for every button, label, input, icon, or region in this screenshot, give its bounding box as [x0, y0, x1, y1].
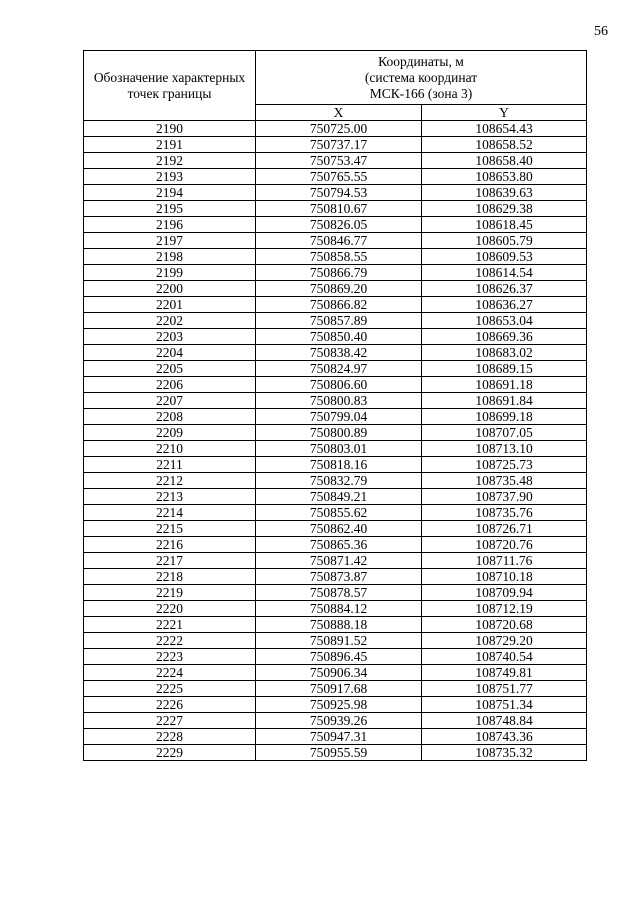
table-row: [84, 153, 587, 169]
y-coordinate-cell: 108748.84: [422, 713, 587, 729]
table-row: [84, 217, 587, 233]
y-coordinate-cell: 108658.52: [422, 137, 587, 153]
table-row: [84, 681, 587, 697]
y-coordinate-cell: 108749.81: [422, 665, 587, 681]
point-id-cell: 2197: [84, 233, 256, 249]
point-id-cell: 2224: [84, 665, 256, 681]
x-coordinate-cell: 750906.34: [256, 665, 422, 681]
point-id-cell: 2213: [84, 489, 256, 505]
x-coordinate-cell: 750947.31: [256, 729, 422, 745]
table-row: [84, 201, 587, 217]
x-coordinate-cell: 750803.01: [256, 441, 422, 457]
table-row: [84, 585, 587, 601]
x-coordinate-cell: 750800.83: [256, 393, 422, 409]
x-coordinate-cell: 750765.55: [256, 169, 422, 185]
table-row: [84, 121, 587, 137]
table-row: [84, 729, 587, 745]
point-id-cell: 2202: [84, 313, 256, 329]
y-coordinate-cell: 108669.36: [422, 329, 587, 345]
table-row: [84, 329, 587, 345]
y-coordinate-cell: 108605.79: [422, 233, 587, 249]
point-id-cell: 2220: [84, 601, 256, 617]
y-coordinate-cell: 108689.15: [422, 361, 587, 377]
x-coordinate-cell: 750824.97: [256, 361, 422, 377]
x-coordinate-cell: 750884.12: [256, 601, 422, 617]
y-coordinate-cell: 108691.84: [422, 393, 587, 409]
table-row: [84, 313, 587, 329]
table-row: [84, 233, 587, 249]
header-x: X: [256, 105, 422, 121]
x-coordinate-cell: 750806.60: [256, 377, 422, 393]
y-coordinate-cell: 108691.18: [422, 377, 587, 393]
y-coordinate-cell: 108653.80: [422, 169, 587, 185]
x-coordinate-cell: 750925.98: [256, 697, 422, 713]
y-coordinate-cell: 108618.45: [422, 217, 587, 233]
y-coordinate-cell: 108712.19: [422, 601, 587, 617]
y-coordinate-cell: 108636.27: [422, 297, 587, 313]
header-coordinates-line3: МСК-166 (зона 3): [369, 85, 473, 101]
x-coordinate-cell: 750873.87: [256, 569, 422, 585]
table-row: [84, 697, 587, 713]
y-coordinate-cell: 108707.05: [422, 425, 587, 441]
y-coordinate-cell: 108653.04: [422, 313, 587, 329]
x-coordinate-cell: 750810.67: [256, 201, 422, 217]
y-coordinate-cell: 108751.34: [422, 697, 587, 713]
table-row: [84, 377, 587, 393]
table-row: [84, 665, 587, 681]
point-id-cell: 2226: [84, 697, 256, 713]
header-coordinates-group: [256, 51, 587, 105]
table-row: [84, 521, 587, 537]
x-coordinate-cell: 750753.47: [256, 153, 422, 169]
point-id-cell: 2205: [84, 361, 256, 377]
point-id-cell: 2217: [84, 553, 256, 569]
y-coordinate-cell: 108720.76: [422, 537, 587, 553]
y-coordinate-cell: 108609.53: [422, 249, 587, 265]
y-coordinate-cell: 108626.37: [422, 281, 587, 297]
table-row: [84, 249, 587, 265]
table-row: [84, 345, 587, 361]
table-row: [84, 713, 587, 729]
y-coordinate-cell: 108711.76: [422, 553, 587, 569]
x-coordinate-cell: 750800.89: [256, 425, 422, 441]
point-id-cell: 2204: [84, 345, 256, 361]
point-id-cell: 2221: [84, 617, 256, 633]
point-id-cell: 2211: [84, 457, 256, 473]
x-coordinate-cell: 750850.40: [256, 329, 422, 345]
point-id-cell: 2212: [84, 473, 256, 489]
x-coordinate-cell: 750794.53: [256, 185, 422, 201]
point-id-cell: 2228: [84, 729, 256, 745]
x-coordinate-cell: 750826.05: [256, 217, 422, 233]
point-id-cell: 2214: [84, 505, 256, 521]
point-id-cell: 2206: [84, 377, 256, 393]
x-coordinate-cell: 750871.42: [256, 553, 422, 569]
x-coordinate-cell: 750737.17: [256, 137, 422, 153]
point-id-cell: 2200: [84, 281, 256, 297]
x-coordinate-cell: 750869.20: [256, 281, 422, 297]
y-coordinate-cell: 108654.43: [422, 121, 587, 137]
y-coordinate-cell: 108737.90: [422, 489, 587, 505]
table-row: [84, 633, 587, 649]
y-coordinate-cell: 108735.76: [422, 505, 587, 521]
table-row: [84, 649, 587, 665]
table-row: [84, 137, 587, 153]
x-coordinate-cell: 750891.52: [256, 633, 422, 649]
table-row: [84, 265, 587, 281]
x-coordinate-cell: 750865.36: [256, 537, 422, 553]
point-id-cell: 2194: [84, 185, 256, 201]
x-coordinate-cell: 750939.26: [256, 713, 422, 729]
y-coordinate-cell: 108735.32: [422, 745, 587, 761]
y-coordinate-cell: 108720.68: [422, 617, 587, 633]
point-id-cell: 2191: [84, 137, 256, 153]
x-coordinate-cell: 750878.57: [256, 585, 422, 601]
point-id-cell: 2219: [84, 585, 256, 601]
point-id-cell: 2209: [84, 425, 256, 441]
table-row: [84, 393, 587, 409]
header-y: Y: [422, 105, 587, 121]
table-header: [84, 51, 587, 121]
point-id-cell: 2193: [84, 169, 256, 185]
header-coordinates-line2: (система координат: [364, 69, 478, 85]
y-coordinate-cell: 108658.40: [422, 153, 587, 169]
point-id-cell: 2196: [84, 217, 256, 233]
table-row: [84, 185, 587, 201]
x-coordinate-cell: 750838.42: [256, 345, 422, 361]
table-row: [84, 537, 587, 553]
x-coordinate-cell: 750866.79: [256, 265, 422, 281]
point-id-cell: 2215: [84, 521, 256, 537]
y-coordinate-cell: 108725.73: [422, 457, 587, 473]
y-coordinate-cell: 108699.18: [422, 409, 587, 425]
point-id-cell: 2210: [84, 441, 256, 457]
x-coordinate-cell: 750846.77: [256, 233, 422, 249]
point-id-cell: 2222: [84, 633, 256, 649]
point-id-cell: 2208: [84, 409, 256, 425]
page-number: 56: [594, 24, 608, 39]
y-coordinate-cell: 108729.20: [422, 633, 587, 649]
table-row: [84, 361, 587, 377]
table-row: [84, 169, 587, 185]
header-point-label: Обозначение характерных точек границы: [84, 51, 256, 121]
y-coordinate-cell: 108709.94: [422, 585, 587, 601]
table-row: [84, 553, 587, 569]
table-row: [84, 281, 587, 297]
x-coordinate-cell: 750855.62: [256, 505, 422, 521]
point-id-cell: 2192: [84, 153, 256, 169]
y-coordinate-cell: 108740.54: [422, 649, 587, 665]
point-id-cell: 2225: [84, 681, 256, 697]
y-coordinate-cell: 108614.54: [422, 265, 587, 281]
table-row: [84, 601, 587, 617]
point-id-cell: 2190: [84, 121, 256, 137]
x-coordinate-cell: 750888.18: [256, 617, 422, 633]
point-id-cell: 2195: [84, 201, 256, 217]
coordinates-table: [83, 50, 587, 761]
point-id-cell: 2203: [84, 329, 256, 345]
point-id-cell: 2201: [84, 297, 256, 313]
point-id-cell: 2216: [84, 537, 256, 553]
x-coordinate-cell: 750862.40: [256, 521, 422, 537]
x-coordinate-cell: 750725.00: [256, 121, 422, 137]
x-coordinate-cell: 750849.21: [256, 489, 422, 505]
table-row: [84, 409, 587, 425]
table-body: [84, 121, 587, 761]
header-coordinates-line1: Координаты, м: [378, 53, 464, 69]
x-coordinate-cell: 750799.04: [256, 409, 422, 425]
y-coordinate-cell: 108726.71: [422, 521, 587, 537]
x-coordinate-cell: 750818.16: [256, 457, 422, 473]
table-row: [84, 441, 587, 457]
point-id-cell: 2223: [84, 649, 256, 665]
table-row: [84, 425, 587, 441]
y-coordinate-cell: 108629.38: [422, 201, 587, 217]
x-coordinate-cell: 750896.45: [256, 649, 422, 665]
table-row: [84, 617, 587, 633]
y-coordinate-cell: 108639.63: [422, 185, 587, 201]
point-id-cell: 2198: [84, 249, 256, 265]
point-id-cell: 2207: [84, 393, 256, 409]
point-id-cell: 2229: [84, 745, 256, 761]
point-id-cell: 2227: [84, 713, 256, 729]
y-coordinate-cell: 108751.77: [422, 681, 587, 697]
y-coordinate-cell: 108735.48: [422, 473, 587, 489]
x-coordinate-cell: 750858.55: [256, 249, 422, 265]
x-coordinate-cell: 750917.68: [256, 681, 422, 697]
table-row: [84, 505, 587, 521]
x-coordinate-cell: 750955.59: [256, 745, 422, 761]
table-row: [84, 489, 587, 505]
x-coordinate-cell: 750832.79: [256, 473, 422, 489]
table-row: [84, 745, 587, 761]
y-coordinate-cell: 108710.18: [422, 569, 587, 585]
table-row: [84, 569, 587, 585]
table-row: [84, 457, 587, 473]
y-coordinate-cell: 108743.36: [422, 729, 587, 745]
y-coordinate-cell: 108683.02: [422, 345, 587, 361]
point-id-cell: 2218: [84, 569, 256, 585]
point-id-cell: 2199: [84, 265, 256, 281]
y-coordinate-cell: 108713.10: [422, 441, 587, 457]
table-row: [84, 297, 587, 313]
x-coordinate-cell: 750857.89: [256, 313, 422, 329]
table-row: [84, 473, 587, 489]
x-coordinate-cell: 750866.82: [256, 297, 422, 313]
